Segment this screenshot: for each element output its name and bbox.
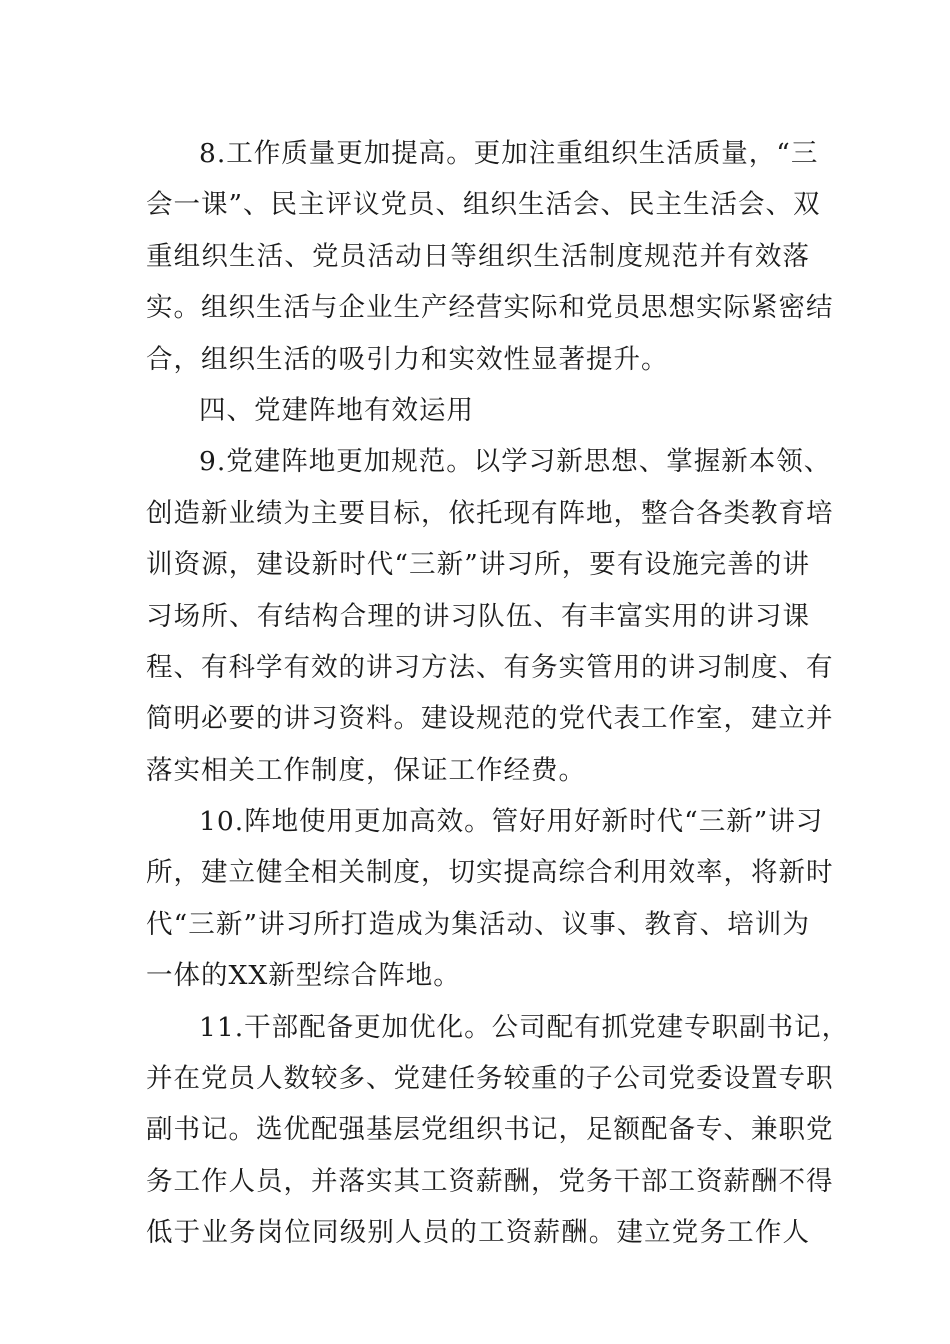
paragraph-9-line-1: 9.党建阵地更加规范。以学习新思想、掌握新本领、 <box>199 446 832 478</box>
paragraph-11-line-5: 低于业务岗位同级别人员的工资薪酬。建立党务工作人 <box>146 1217 810 1249</box>
section-heading: 四、党建阵地有效运用 <box>199 394 474 426</box>
paragraph-11-line-4: 务工作人员，并落实其工资薪酬，党务干部工资薪酬不得 <box>146 1165 834 1197</box>
paragraph-8-line-4: 实。组织生活与企业生产经营实际和党员思想实际紧密结 <box>146 292 834 324</box>
paragraph-8-line-2: 会一课”、民主评议党员、组织生活会、民主生活会、双 <box>146 189 821 221</box>
paragraph-8-line-5: 合，组织生活的吸引力和实效性显著提升。 <box>146 343 669 375</box>
paragraph-9-line-4: 习场所、有结构合理的讲习队伍、有丰富实用的讲习课 <box>146 600 810 632</box>
document-body <box>146 128 850 1259</box>
paragraph-10-line-4: 一体的XX新型综合阵地。 <box>146 960 461 992</box>
paragraph-10-line-3: 代“三新”讲习所打造成为集活动、议事、教育、培训为 <box>146 908 810 940</box>
paragraph-9-line-6: 简明必要的讲习资料。建设规范的党代表工作室，建立并 <box>146 703 834 735</box>
paragraph-8-line-3: 重组织生活、党员活动日等组织生活制度规范并有效落 <box>146 240 810 272</box>
paragraph-11-line-1: 11.干部配备更加优化。公司配有抓党建专职副书记， <box>199 1011 850 1043</box>
paragraph-9-line-3: 训资源，建设新时代“三新”讲习所，要有设施完善的讲 <box>146 549 810 581</box>
paragraph-8-line-1: 8.工作质量更加提高。更加注重组织生活质量，“三 <box>199 138 819 169</box>
paragraph-11-line-3: 副书记。选优配强基层党组织书记，足额配备专、兼职党 <box>146 1114 834 1146</box>
paragraph-10-line-1: 10.阵地使用更加高效。管好用好新时代“三新”讲习 <box>199 806 824 838</box>
paragraph-11-line-2: 并在党员人数较多、党建任务较重的子公司党委设置专职 <box>146 1063 834 1095</box>
paragraph-9-line-5: 程、有科学有效的讲习方法、有务实管用的讲习制度、有 <box>146 651 834 683</box>
paragraph-9-line-2: 创造新业绩为主要目标，依托现有阵地，整合各类教育培 <box>146 497 834 529</box>
paragraph-10-line-2: 所，建立健全相关制度，切实提高综合利用效率，将新时 <box>146 857 834 889</box>
paragraph-9-line-7: 落实相关工作制度，保证工作经费。 <box>146 754 586 786</box>
